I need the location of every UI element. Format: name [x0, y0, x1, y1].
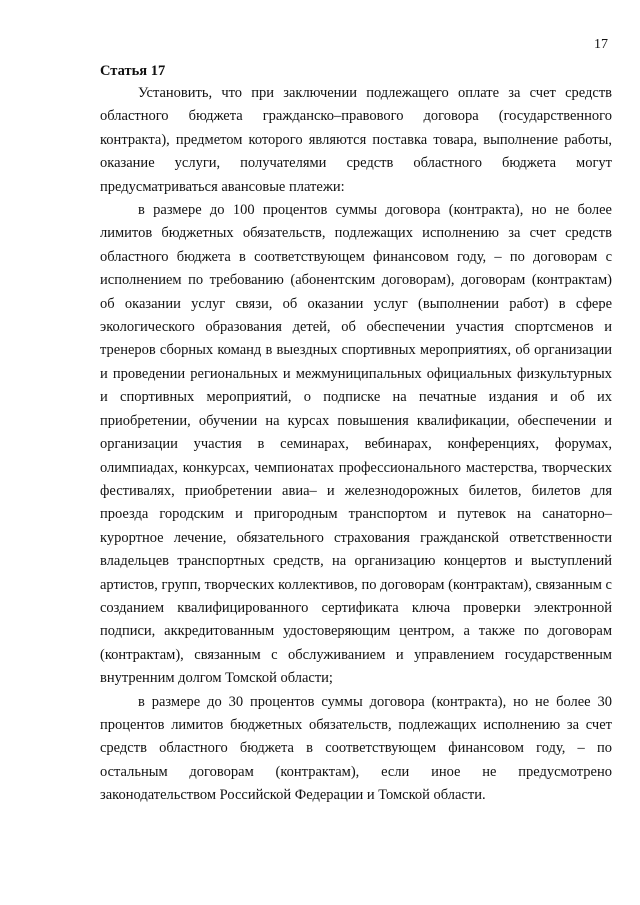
- paragraph-intro: Установить, что при заключении подлежащего оплате за счет средств областного бюджета гражданско–правового договора (государственного контракта), предметом которого являются поставка товара, выполнение работы, оказание услуги, получателями средств областного бюджета могут предусматриваться авансовые платежи:: [100, 85, 612, 195]
- document-body: [100, 60, 612, 808]
- paragraph-advance-30: в размере до 30 процентов суммы договора (контракта), но не более 30 процентов лимитов бюджетных обязательств, подлежащих исполнению за счет средств областного бюджета в соответствующем финансовом году, – по остальным договорам (контрактам), если иное не предусмотрено законодательством Российской Федерации и Томской области.: [100, 693, 612, 804]
- article-heading: Статья 17: [100, 63, 166, 79]
- paragraph-advance-100: в размере до 100 процентов суммы договора (контракта), но не более лимитов бюджетных обязательств, подлежащих исполнению за счет средств областного бюджета в соответствующем финансовом году, – по договорам с исполнением по требованию (абонентским договорам), договорам (контрактам) об оказании услуг связи, об оказании услуг (выполнении работ) в сфере экологического образования детей, об обеспечении участия спортсменов и тренеров сборных команд в выездных спортивных мероприятиях, об организации и проведении региональных и межмуниципальных официальных физкультурных и спортивных мероприятий, о подписке на печатные издания и об их приобретении, обучении на курсах повышения квалификации, обеспечении и организации участия в семинарах, вебинарах, конференциях, форумах, олимпиадах, конкурсах, чемпионатах профессионального мастерства, творческих фестивалях, приобретении авиа– и железнодорожных билетов, билетов для проезда городским и пригородным транспортом и путевок на санаторно–курортное лечение, обязательного страхования гражданской ответственности владельцев транспортных средств, на организацию концертов и выступлений артистов, групп, творческих коллективов, по договорам (контрактам), связанным с созданием квалифицированного сертификата ключа проверки электронной подписи, аккредитованным удостоверяющим центром, а также по договорам (контрактам), связанным с обслуживанием и управлением государственным внутренним долгом Томской области;: [100, 202, 612, 687]
- page-number: 17: [594, 37, 608, 52]
